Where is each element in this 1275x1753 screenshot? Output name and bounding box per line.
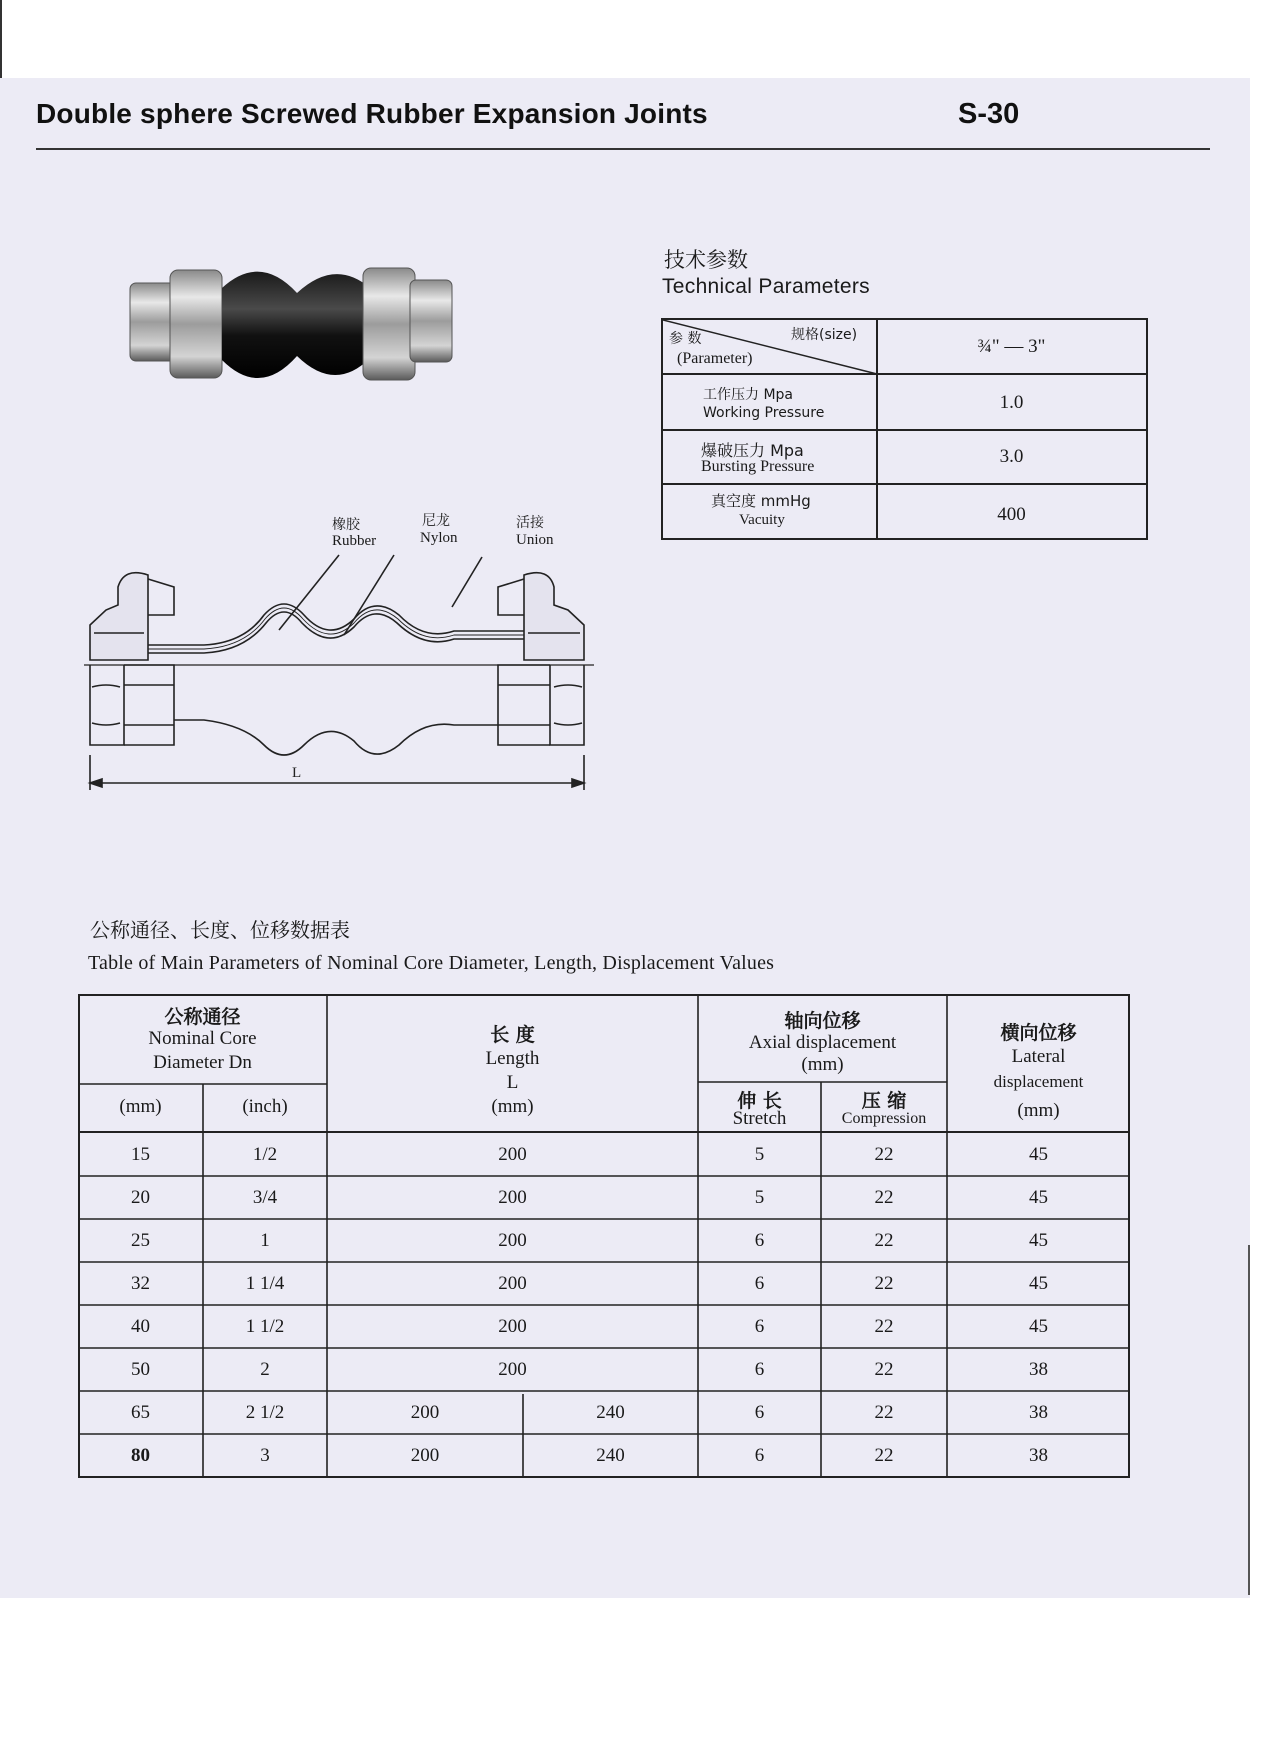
page-title: Double sphere Screwed Rubber Expansion Joints xyxy=(36,98,708,129)
cell-inch: 2 xyxy=(260,1359,270,1380)
table-row xyxy=(78,1273,1130,1303)
header-length-unit: (mm) xyxy=(491,1096,534,1117)
cell-mm: 50 xyxy=(131,1359,150,1380)
cell-stretch: 6 xyxy=(754,1445,765,1466)
cell-inch: 3/4 xyxy=(252,1187,278,1208)
vacuity-en: Vacuity xyxy=(739,512,785,528)
cell-compression: 22 xyxy=(874,1230,894,1251)
model-code: S-30 xyxy=(958,98,1020,130)
cell-lateral: 38 xyxy=(1029,1359,1048,1380)
header-axial-unit: (mm) xyxy=(801,1054,844,1075)
working-pressure-value: 1.0 xyxy=(999,392,1024,413)
header-compression-zh: 压 缩 xyxy=(861,1090,907,1112)
cell-inch: 1 1/2 xyxy=(245,1316,285,1337)
corner-param-en: (Parameter) xyxy=(677,350,753,367)
header-compression-en: Compression xyxy=(841,1110,927,1127)
cell-compression: 22 xyxy=(874,1273,894,1294)
table-row xyxy=(78,1445,1130,1475)
cell-length: 200 xyxy=(498,1230,527,1251)
cell-mm: 65 xyxy=(131,1402,150,1423)
cell-lateral: 45 xyxy=(1029,1144,1048,1165)
cell-lateral: 45 xyxy=(1029,1230,1048,1251)
title-rule xyxy=(36,148,1210,150)
cell-stretch: 6 xyxy=(754,1402,765,1423)
cell-length-2: 240 xyxy=(596,1445,625,1466)
tech-title-zh: 技术参数 xyxy=(664,248,748,272)
cell-length: 200 xyxy=(498,1273,527,1294)
cell-inch: 1 xyxy=(260,1230,270,1251)
cell-compression: 22 xyxy=(874,1316,894,1337)
cross-section-drawing xyxy=(84,515,594,793)
working-pressure-zh: 工作压力 Mpa xyxy=(703,387,793,403)
cell-stretch: 6 xyxy=(754,1230,765,1251)
cell-lateral: 38 xyxy=(1029,1402,1048,1423)
cell-lateral: 45 xyxy=(1029,1273,1048,1294)
cell-length: 200 xyxy=(498,1187,527,1208)
header-stretch-en: Stretch xyxy=(732,1108,787,1129)
main-table-title-zh: 公称通径、长度、位移数据表 xyxy=(90,918,350,942)
technical-parameters-table xyxy=(661,318,1148,540)
main-table-title-en: Table of Main Parameters of Nominal Core Diameter, Length, Displacement Values xyxy=(88,952,775,974)
size-range-value: ¾" — 3" xyxy=(977,336,1046,357)
scan-edge-line xyxy=(0,0,2,78)
cell-length: 200 xyxy=(498,1144,527,1165)
bursting-pressure-value: 3.0 xyxy=(999,446,1024,467)
header-lateral-zh: 横向位移 xyxy=(1000,1022,1077,1044)
header-dn-en1: Nominal Core xyxy=(148,1028,257,1049)
vacuity-zh: 真空度 mmHg xyxy=(711,492,811,510)
header-lateral-unit: (mm) xyxy=(1017,1100,1060,1121)
label-union-zh: 活接 xyxy=(516,515,544,531)
table-row xyxy=(78,1359,1130,1389)
bursting-pressure-zh: 爆破压力 Mpa xyxy=(701,441,804,460)
cell-compression: 22 xyxy=(874,1402,894,1423)
cell-compression: 22 xyxy=(874,1144,894,1165)
cell-mm: 40 xyxy=(131,1316,150,1337)
cell-inch: 3 xyxy=(260,1445,270,1466)
cell-lateral: 38 xyxy=(1029,1445,1048,1466)
cell-length-2: 240 xyxy=(596,1402,625,1423)
header-length-zh: 长 度 xyxy=(490,1024,535,1046)
header-mm: (mm) xyxy=(119,1096,162,1117)
cell-mm: 80 xyxy=(131,1445,150,1466)
cell-stretch: 6 xyxy=(754,1359,765,1380)
cell-length: 200 xyxy=(498,1316,527,1337)
label-nylon-en: Nylon xyxy=(420,530,458,546)
table-row xyxy=(78,1230,1130,1260)
scan-edge-line-right xyxy=(1248,1245,1250,1595)
header-lateral-en1: Lateral xyxy=(1011,1046,1066,1067)
header-length-symbol: L xyxy=(506,1072,519,1093)
bursting-pressure-en: Bursting Pressure xyxy=(701,458,815,475)
tech-title-en: Technical Parameters xyxy=(662,275,870,298)
header-stretch-zh: 伸 长 xyxy=(737,1090,782,1112)
header-axial-en: Axial displacement xyxy=(748,1032,897,1053)
dimension-label: L xyxy=(292,765,302,781)
header-lateral-en2: displacement xyxy=(993,1072,1084,1091)
cell-mm: 20 xyxy=(131,1187,150,1208)
label-rubber-en: Rubber xyxy=(332,533,377,549)
cell-stretch: 5 xyxy=(754,1187,765,1208)
cell-compression: 22 xyxy=(874,1359,894,1380)
cell-lateral: 45 xyxy=(1029,1316,1048,1337)
cell-lateral: 45 xyxy=(1029,1187,1048,1208)
cell-mm: 25 xyxy=(131,1230,150,1251)
cell-length: 200 xyxy=(410,1445,440,1466)
label-nylon-zh: 尼龙 xyxy=(422,513,450,529)
label-union-en: Union xyxy=(516,532,554,548)
table-row xyxy=(78,1316,1130,1346)
corner-size-label: 规格(size) xyxy=(791,327,858,343)
cell-inch: 1/2 xyxy=(252,1144,278,1165)
table-row xyxy=(78,1187,1130,1217)
header-length-en: Length xyxy=(485,1048,540,1069)
cell-mm: 32 xyxy=(131,1273,150,1294)
cell-stretch: 5 xyxy=(754,1144,765,1165)
cell-inch: 1 1/4 xyxy=(245,1273,285,1294)
vacuity-value: 400 xyxy=(997,504,1026,525)
main-parameters-table xyxy=(78,994,1130,1478)
header-dn-en2: Diameter Dn xyxy=(153,1052,252,1073)
corner-param-zh: 参 数 xyxy=(669,331,702,347)
cell-compression: 22 xyxy=(874,1187,894,1208)
cell-stretch: 6 xyxy=(754,1316,765,1337)
table-row xyxy=(78,1144,1130,1174)
label-rubber-zh: 橡胶 xyxy=(332,517,360,533)
header-inch: (inch) xyxy=(242,1096,288,1117)
product-photo xyxy=(125,258,465,398)
cell-inch: 2 1/2 xyxy=(245,1402,285,1423)
table-row xyxy=(78,1402,1130,1432)
header-dn-zh: 公称通径 xyxy=(164,1006,241,1028)
working-pressure-en: Working Pressure xyxy=(703,405,825,421)
cell-stretch: 6 xyxy=(754,1273,765,1294)
cell-mm: 15 xyxy=(131,1144,150,1165)
header-axial-zh: 轴向位移 xyxy=(784,1010,861,1032)
cell-length: 200 xyxy=(498,1359,527,1380)
cell-length: 200 xyxy=(410,1402,440,1423)
cell-compression: 22 xyxy=(874,1445,894,1466)
